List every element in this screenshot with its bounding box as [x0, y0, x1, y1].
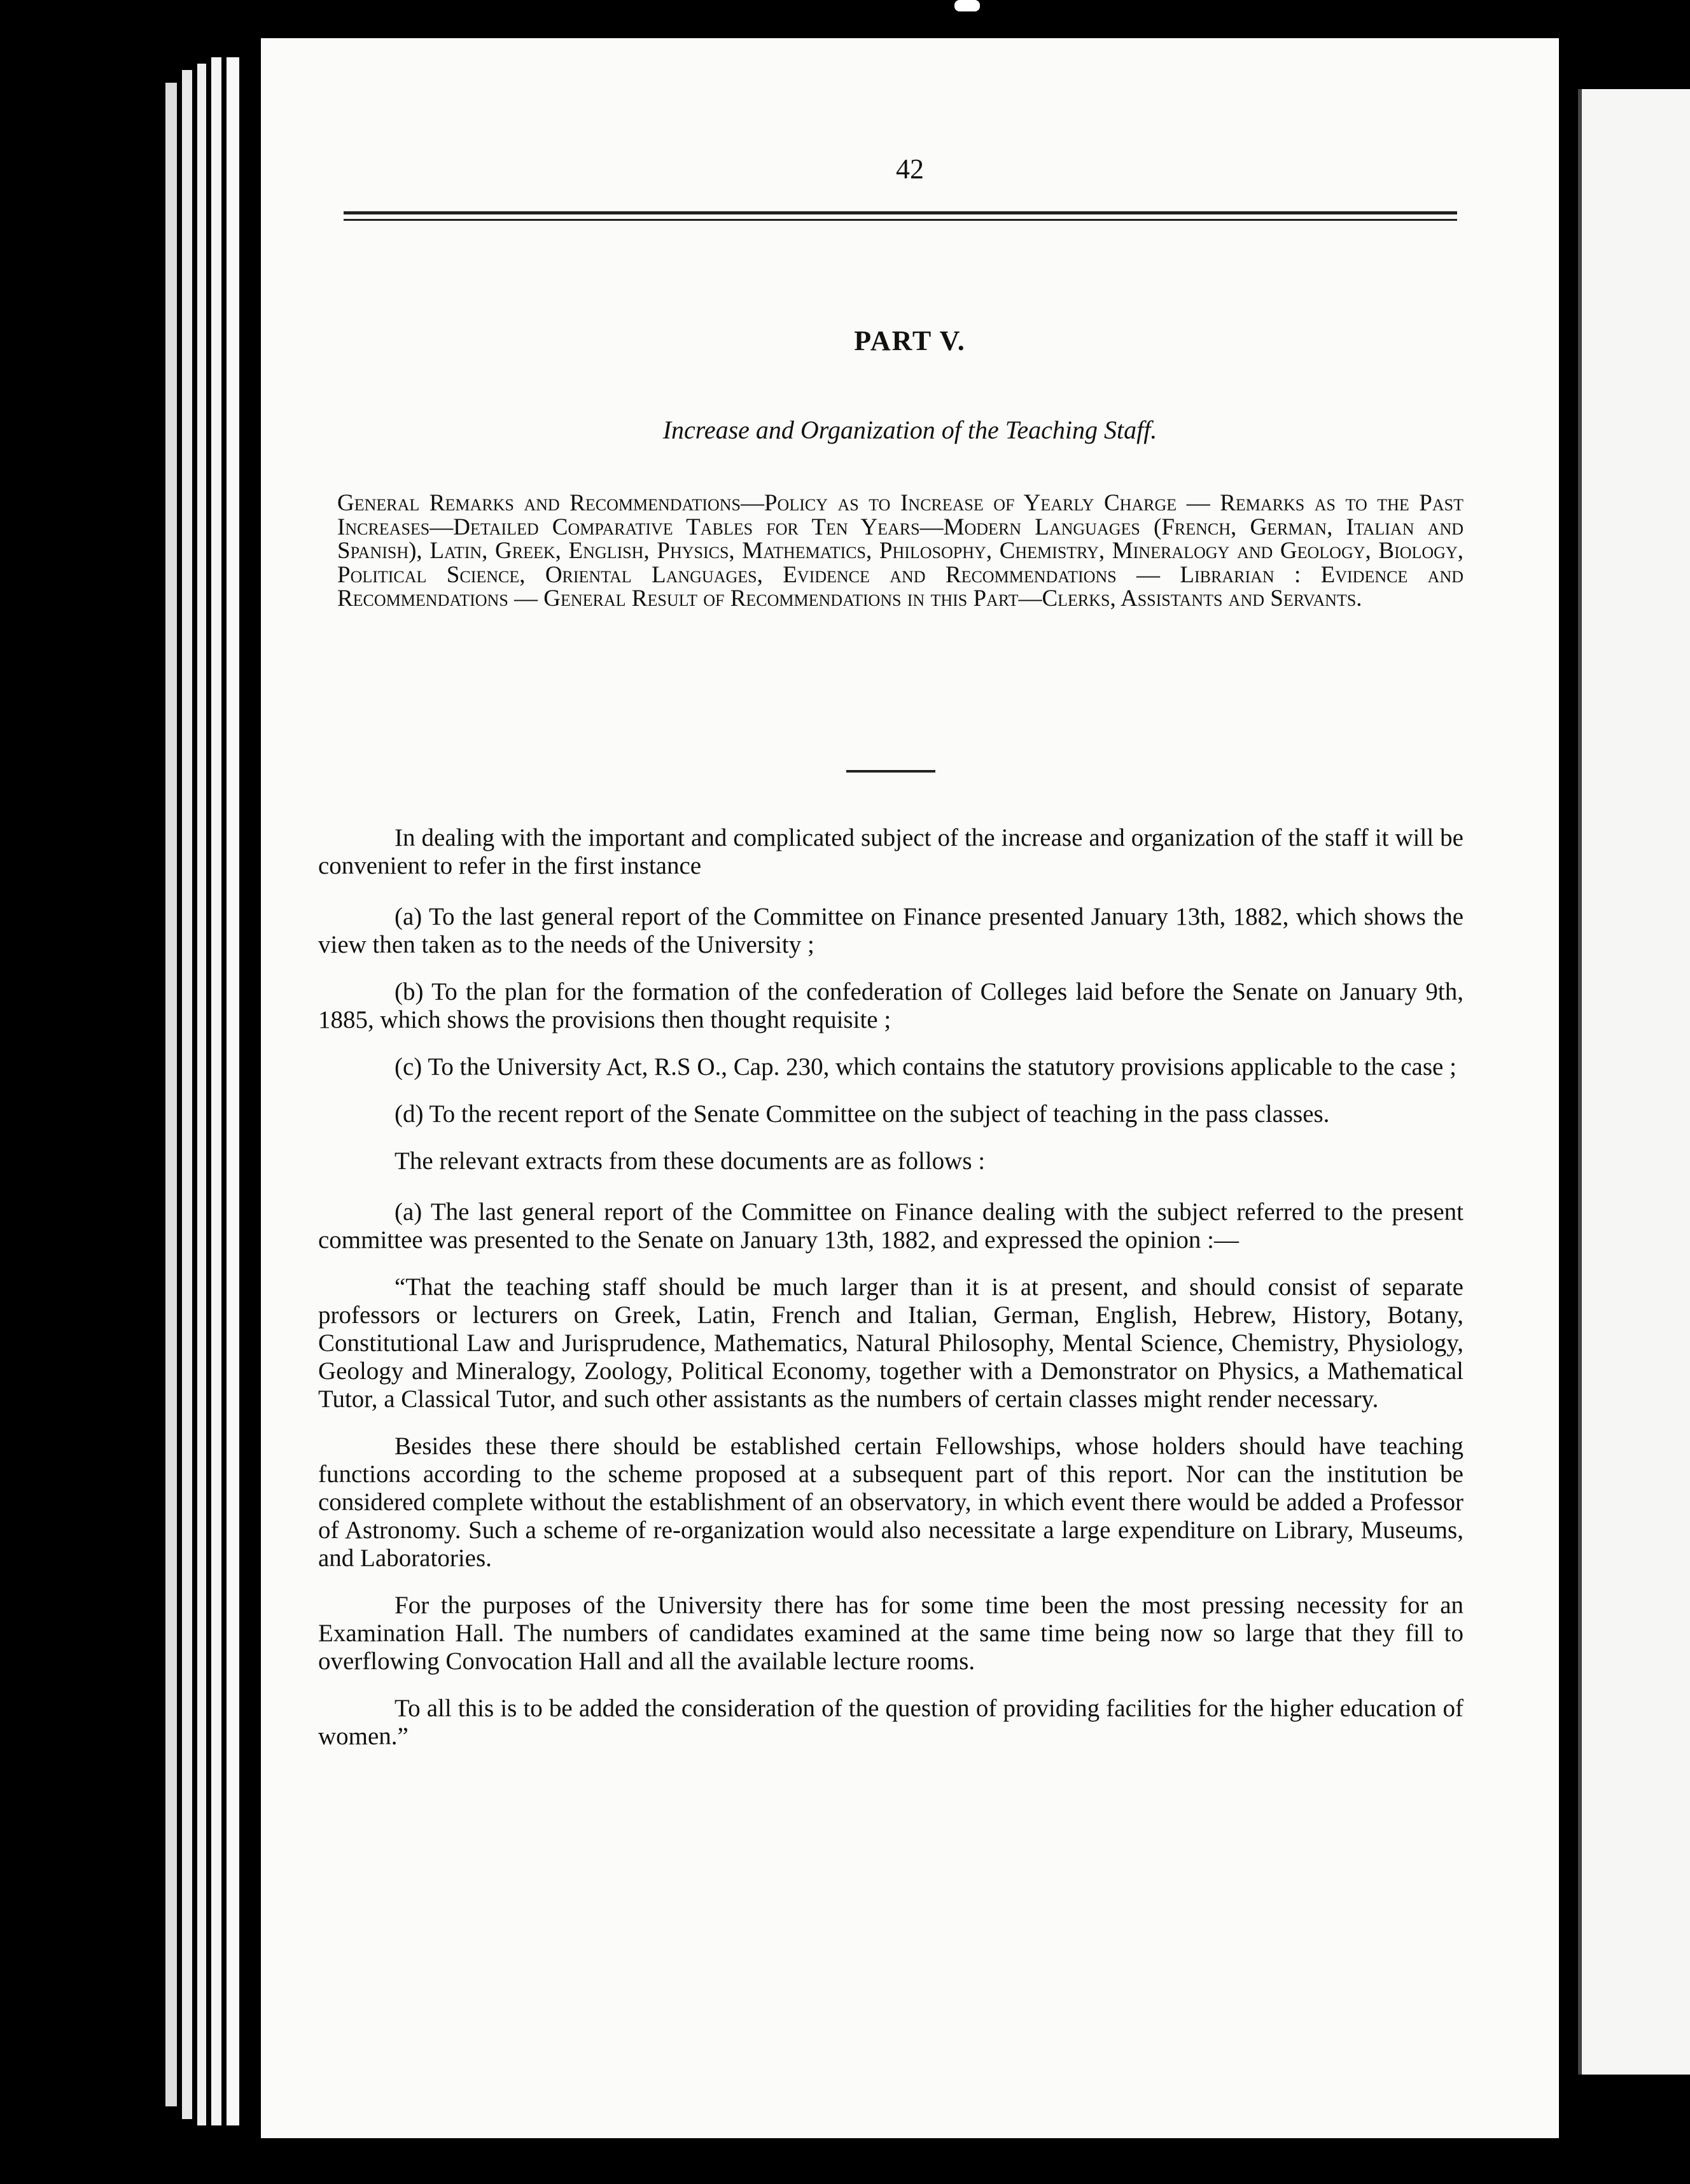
page-edge — [197, 64, 206, 2125]
scan-speck — [954, 0, 980, 11]
header-rule-thin — [344, 219, 1457, 221]
quote-paragraph: “That the teaching staff should be much larger than it is at present, and should consist of separate professors or lecturers on Greek, Latin, French and Italian, German, English, Hebrew, History, Botany, Constitutional Law and Jurisprudence, Mathematics, Natural Philosophy, Mental Science, Chemistry, Physiology, Geology and Mineralogy, Zoology, Political Economy, together with a Demonstrator on Physics, a Mathematical Tutor, a Classical Tutor, and such other assistants as the numbers of certain classes might render necessary. — [318, 1273, 1463, 1413]
body-text — [318, 824, 1463, 1770]
paragraph-intro: In dealing with the important and complicated subject of the increase and organization of the staff it will be convenient to refer in the first instance — [318, 824, 1463, 879]
part-title: PART V. — [854, 325, 966, 356]
facing-page-edge — [1578, 89, 1690, 2075]
page-edge — [182, 70, 192, 2119]
page-number: 42 — [896, 153, 924, 185]
page-edge — [227, 57, 239, 2125]
paragraph-item-d: (d) To the recent report of the Senate Committee on the subject of teaching in the pass classes. — [395, 1100, 1330, 1128]
paragraph-extracts: The relevant extracts from these documents are as follows : — [395, 1147, 986, 1175]
paragraph-item-c: (c) To the University Act, R.S O., Cap. 230, which contains the statutory provisions applicable to the case ; — [395, 1053, 1456, 1081]
section-divider — [846, 770, 935, 773]
part-subtitle: Increase and Organization of the Teaching Staff. — [662, 416, 1157, 444]
book-page-edges — [165, 57, 261, 2125]
paragraph-extract-a: (a) The last general report of the Committee on Finance dealing with the subject referred to the present committee was presented to the Senate on January 13th, 1882, and expressed the opinion :— — [318, 1198, 1463, 1254]
quote-paragraph: To all this is to be added the consideration of the question of providing facilities for the higher education of women.” — [318, 1695, 1463, 1750]
header-rule — [344, 211, 1457, 214]
document-page — [261, 38, 1559, 2138]
quote-paragraph: Besides these there should be established certain Fellowships, whose holders should have teaching functions according to the scheme proposed at a subsequent part of this report. Nor can the institution be considered complete without the establishment of an observatory, in which event there would be added a Professor of Astronomy. Such a scheme of re-organization would also necessitate a large expenditure on Library, Museums, and Laboratories. — [318, 1432, 1463, 1572]
section-synopsis: General Remarks and Recommendations—Policy as to Increase of Yearly Charge — Remarks as to the Past Increases—Detailed Comparative Tables for Ten Years—Modern Languages (French, German, Italian and Spanish), Latin, Greek, English, Physics, Mathematics, Philosophy, Chemistry, Mineralogy and Geology, Biology, Political Science, Oriental Languages, Evidence and Recommendations — Librarian : Evidence and Recommendations — General Result of Recommendations in this Part—Clerks, Assistants and Servants. — [337, 490, 1463, 612]
paragraph-item-a: (a) To the last general report of the Committee on Finance presented January 13th, 1882, which shows the view then taken as to the needs of the University ; — [318, 903, 1463, 958]
paragraph-item-b: (b) To the plan for the formation of the confederation of Colleges laid before the Senate on January 9th, 1885, which shows the provisions then thought requisite ; — [318, 978, 1463, 1033]
quote-paragraph: For the purposes of the University there has for some time been the most pressing necessity for an Examination Hall. The numbers of candidates examined at the same time being now so large that they fill to overflowing Convocation Hall and all the available lecture rooms. — [318, 1592, 1463, 1675]
page-edge — [165, 83, 177, 2106]
page-edge — [211, 57, 221, 2125]
